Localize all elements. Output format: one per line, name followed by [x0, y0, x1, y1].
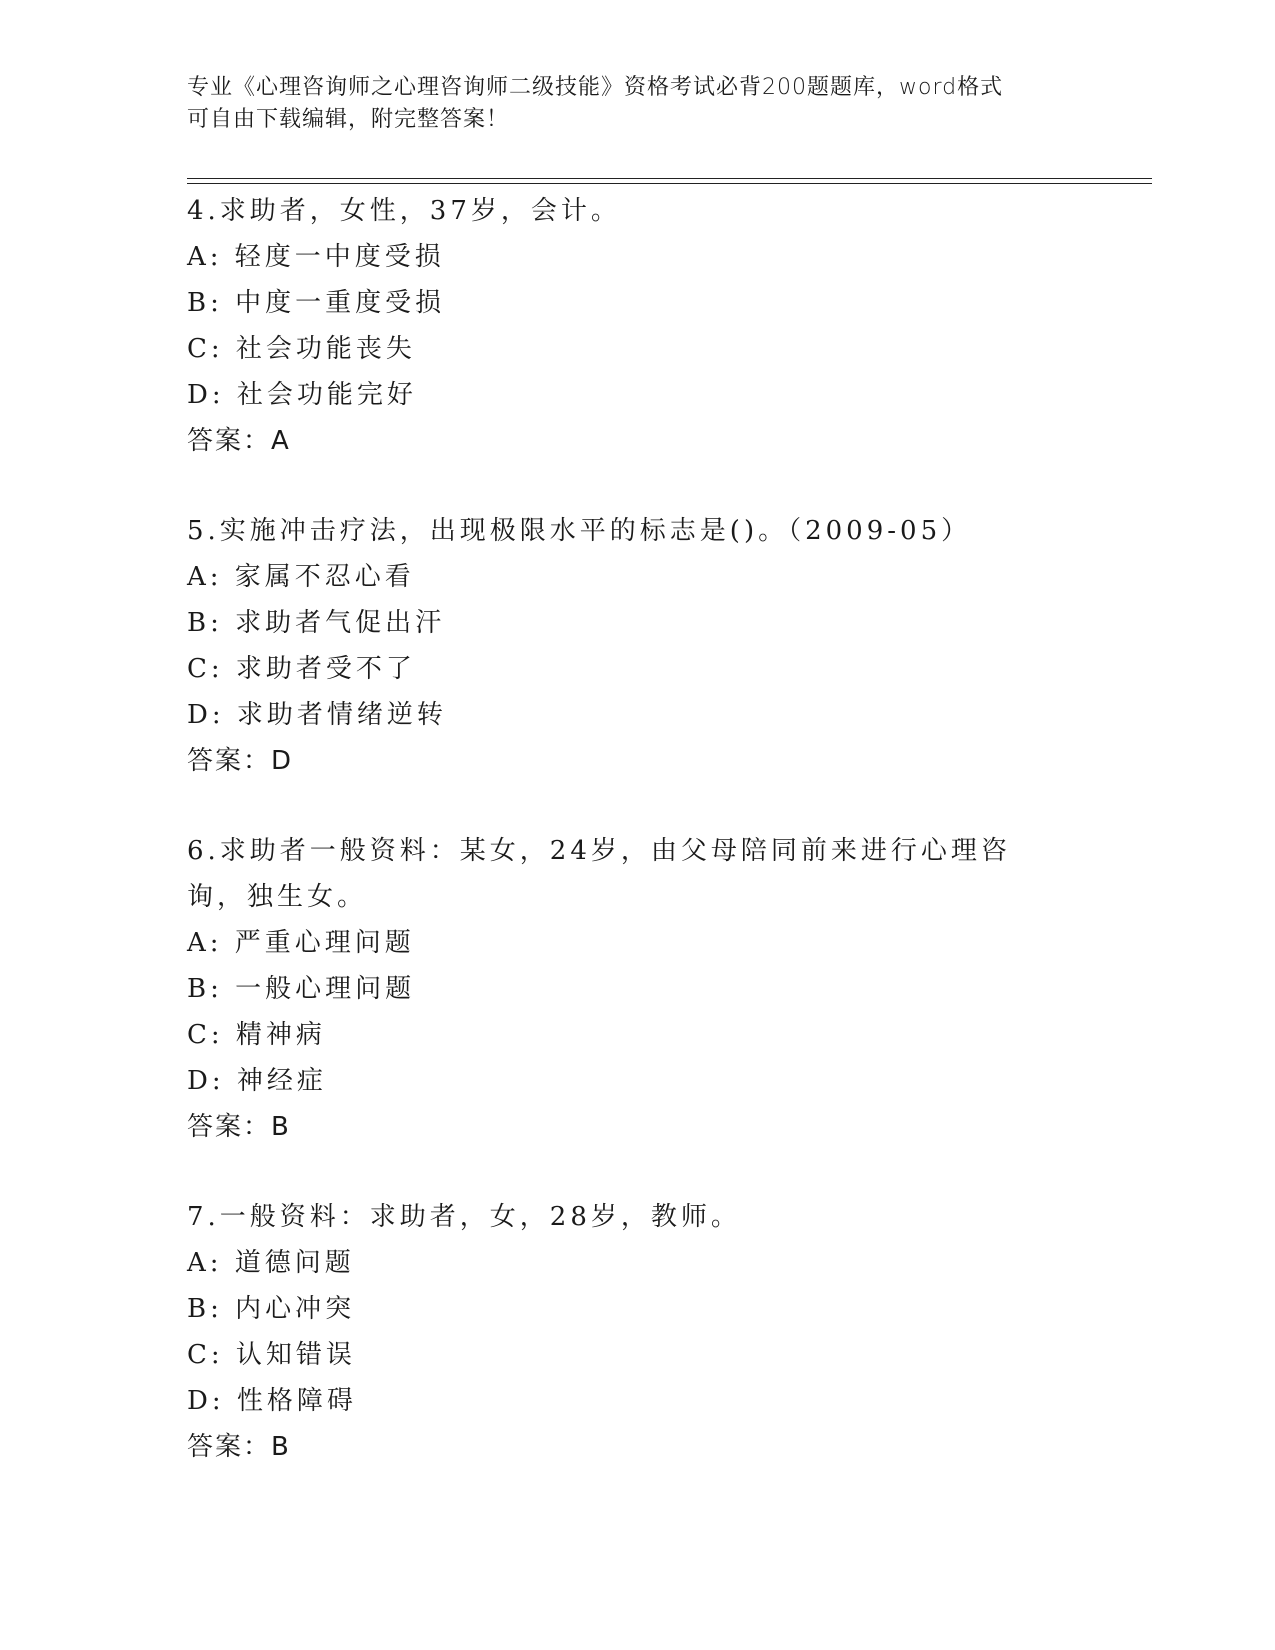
- option-d: D: 求助者情绪逆转: [187, 700, 447, 730]
- option-a: A: 家属不忍心看: [187, 562, 415, 592]
- question-7: [187, 1194, 1067, 1470]
- option-d: D: 社会功能完好: [187, 380, 417, 410]
- option-c: C: 精神病: [187, 1020, 326, 1050]
- option-c: C: 社会功能丧失: [187, 334, 416, 364]
- question-stem: 6.求助者一般资料：某女，24岁，由父母陪同前来进行心理咨询，独生女。: [187, 836, 1011, 912]
- question-5: [187, 508, 1067, 784]
- option-a: A: 道德问题: [187, 1248, 355, 1278]
- question-stem: 7.一般资料：求助者，女，28岁，教师。: [187, 1202, 741, 1232]
- answer-line: 答案：B: [187, 1432, 291, 1462]
- header-line-1: 专业《心理咨询师之心理咨询师二级技能》资格考试必背200题题库，word格式: [187, 75, 1004, 100]
- question-stem: 4.求助者，女性，37岁，会计。: [187, 196, 621, 226]
- option-d: D: 性格障碍: [187, 1386, 357, 1416]
- option-a: A: 轻度一中度受损: [187, 242, 445, 272]
- header-line-2: 可自由下载编辑，附完整答案！: [187, 107, 510, 132]
- question-stem: 5.实施冲击疗法，出现极限水平的标志是()。（2009-05）: [187, 516, 972, 546]
- option-b: B: 中度一重度受损: [187, 288, 446, 318]
- option-c: C: 认知错误: [187, 1340, 356, 1370]
- answer-line: 答案：A: [187, 426, 291, 456]
- question-6: [187, 828, 1067, 1150]
- option-a: A: 严重心理问题: [187, 928, 415, 958]
- document-header: [187, 72, 1067, 136]
- answer-line: 答案：B: [187, 1112, 291, 1142]
- option-b: B: 内心冲突: [187, 1294, 356, 1324]
- answer-line: 答案：D: [187, 746, 294, 776]
- header-divider-top: [187, 178, 1152, 179]
- question-list: [187, 188, 1067, 1514]
- option-b: B: 求助者气促出汗: [187, 608, 446, 638]
- header-divider-bottom: [187, 183, 1152, 184]
- option-c: C: 求助者受不了: [187, 654, 416, 684]
- question-4: [187, 188, 1067, 464]
- option-b: B: 一般心理问题: [187, 974, 416, 1004]
- option-d: D: 神经症: [187, 1066, 327, 1096]
